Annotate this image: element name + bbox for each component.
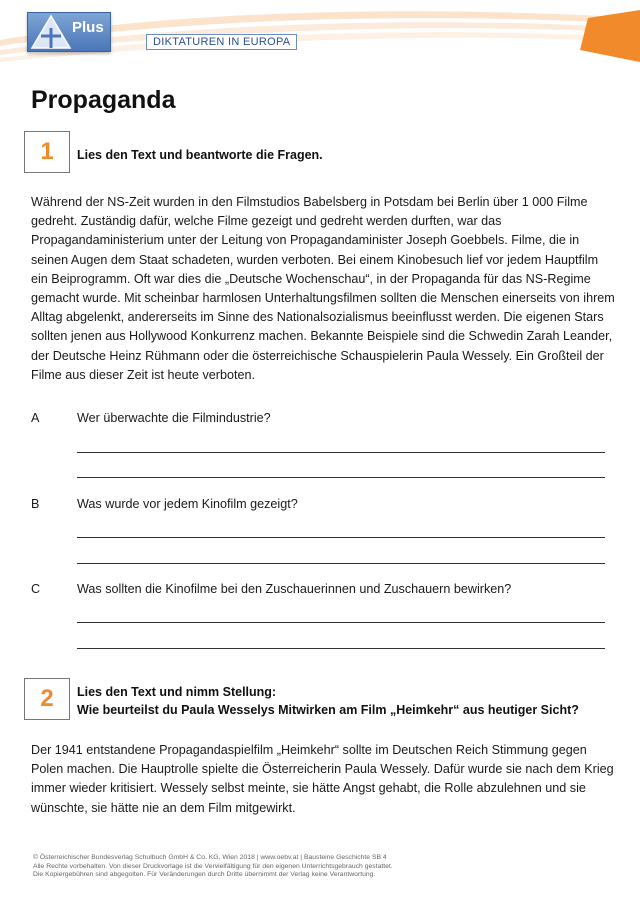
- task-number-box-1: [24, 131, 70, 173]
- answer-line-c2[interactable]: [77, 648, 605, 649]
- footer-fees: Die Kopiergebühren sind abgegolten. Für Veränderungen durch Dritte übernimmt der Verlag keine Verantwortung.: [33, 871, 376, 879]
- question-b-text: Was wurde vor jedem Kinofilm gezeigt?: [77, 497, 298, 511]
- task-number-box-2: [24, 678, 70, 720]
- question-a-text: Wer überwachte die Filmindustrie?: [77, 411, 271, 425]
- page-title: Propaganda: [31, 86, 176, 114]
- task-number-1: 1: [40, 138, 54, 165]
- task-number-2: 2: [40, 685, 54, 712]
- question-b-letter: B: [31, 497, 40, 511]
- series-title: DIKTATUREN IN EUROPA: [146, 34, 297, 50]
- task-2-text: Der 1941 entstandene Propagandaspielfilm „Heimkehr“ sollte im Deutschen Reich Stimmung gegen Polen machen. Die Hauptrolle spielte die Österreicherin Paula Wessely. Dafür wurde sie nach dem Krieg immer wieder kritisiert. Wessely selbst meinte, sie hätte Angst gehabt, die Rolle abzulehnen und sie wünschte, sie hätte nie an dem Film mitgewirkt.: [31, 743, 614, 815]
- footer-copyright: © Österreichischer Bundesverlag Schulbuch GmbH & Co. KG, Wien 2018 | www.oebv.at | Bausteine Geschichte SB 4: [33, 854, 387, 861]
- question-c-letter: C: [31, 582, 41, 596]
- orange-corner-shape: [580, 10, 640, 62]
- answer-line-c1[interactable]: [77, 622, 605, 623]
- answer-line-a2[interactable]: [77, 477, 605, 478]
- question-c-text: Was sollten die Kinofilme bei den Zuschauerinnen und Zuschauern bewirken?: [77, 582, 512, 596]
- answer-line-a1[interactable]: [77, 452, 605, 453]
- task-1-text: Während der NS-Zeit wurden in den Filmstudios Babelsberg in Potsdam bei Berlin über 1 000 Filme gedreht. Zuständig dafür, welche Filme gezeigt und gedreht werden durften, war das Propagandaministerium unter der Leitung von Propagandaminister Joseph Goebbels. Filme, die in seinen Augen dem Staat schadeten, wurden verboten. Bei einem Kinobesuch lief vor jedem Hauptfilm ein Beiprogramm. Oft war dies die „Deutsche Wochenschau“, in der Propaganda für das NS-Regime gemacht wurde. Mit scheinbar harmlosen Unterhaltungsfilmen sollten die Menschen einerseits von ihrem Alltag abgelenkt, andererseits im Sinne des Nationalsozialismus beeinflusst werden. Die eigenen Stars sollten jenen aus Hollywood Konkurrenz machen. Bekannte Beispiele sind die Schwedin Zarah Leander, der Deutsche Heinz Rühmann oder die österreichische Schauspielerin Paula Wessely. Ein Großteil der Filme aus dieser Zeit ist heute verboten.: [31, 195, 615, 382]
- publisher-logo: [27, 12, 111, 52]
- task-instruction-2b: Wie beurteilst du Paula Wesselys Mitwirken am Film „Heimkehr“ aus heutiger Sicht?: [77, 703, 579, 717]
- answer-line-b2[interactable]: [77, 563, 605, 564]
- logo-text: Plus: [72, 19, 104, 36]
- task-instruction-1: Lies den Text und beantworte die Fragen.: [77, 148, 323, 162]
- footer: [33, 854, 393, 880]
- triangle-logo-icon: [30, 14, 72, 50]
- footer-rights: Alle Rechte vorbehalten. Von dieser Druckvorlage ist die Vervielfältigung für den eigenen Unterrichtsgebrauch gestattet.: [33, 862, 393, 870]
- answer-line-b1[interactable]: [77, 537, 605, 538]
- task-instruction-2a: Lies den Text und nimm Stellung:: [77, 685, 277, 699]
- question-a-letter: A: [31, 411, 40, 425]
